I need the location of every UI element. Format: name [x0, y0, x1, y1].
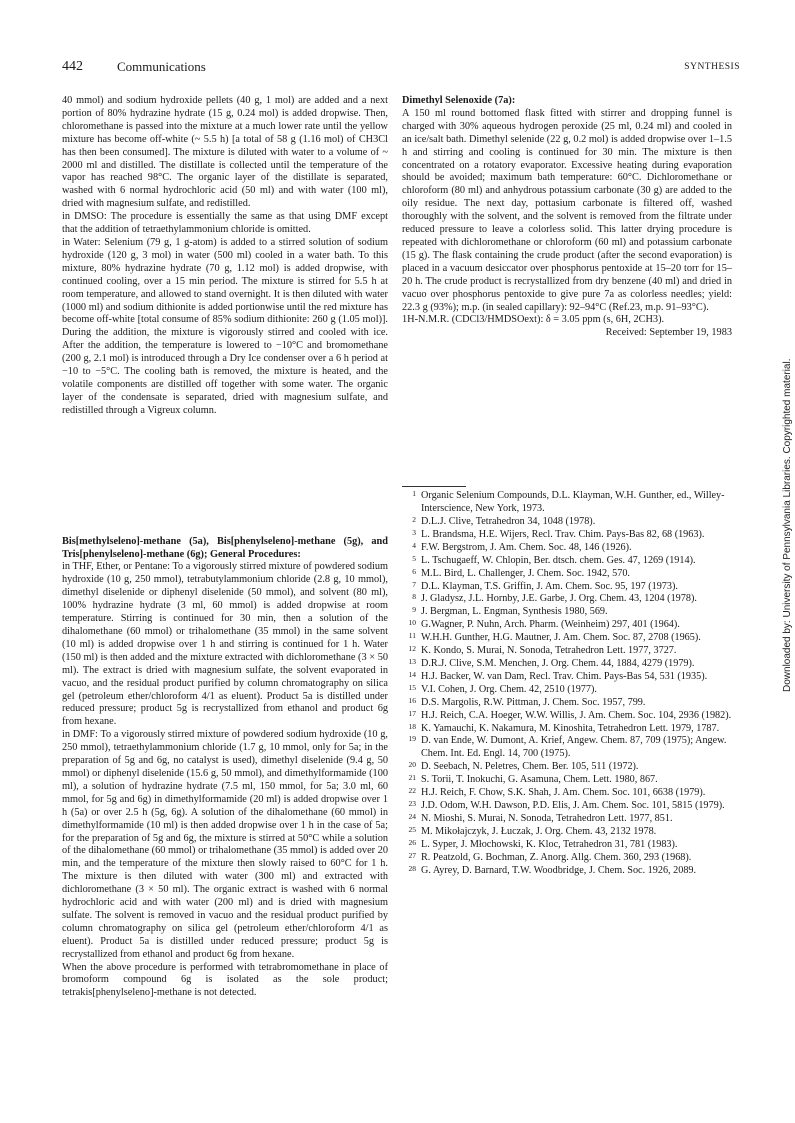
- paragraph: in THF, Ether, or Pentane: To a vigorously stirred mixture of powdered sodium hydroxide (10 g, 250 mmol), tetrabutylammonium chloride (2.8 g, 10 mmol), dimethyl diselenide or diphenyl diselenide (50 mmol), and solvent (80 ml), 100% hydrazine hydrate (3 ml, 60 mmol) is added dropwise at room temperature. Stirring is continued for 30 min, then a solution of the dihalomethane (60 mmol) or trihalomethane (35 mmol) in the same solvent (10 ml) is added dropwise over 1 h and stirring is continued for 1 h. Water (150 ml) is then added and the mixture extracted with dichloromethane (3 × 50 ml). The extract is dried with magnesium sulfate, the solvent evaporated in vacuo, and the residual product purified by column chromatography on silica gel (petroleum ether/chloroform 4/1 as eluent). Product 5a is distilled under reduced pressure; product 5g is recrystallized from ethanol and product 6g from hexane.: [62, 561, 388, 728]
- reference-text: Organic Selenium Compounds, D.L. Klayman, W.H. Gunther, ed., Willey-Interscience, New York, 1973.: [421, 490, 725, 515]
- reference-item: [402, 568, 732, 581]
- reference-text: J.D. Odom, W.H. Dawson, P.D. Elis, J. Am. Chem. Soc. 101, 5815 (1979).: [421, 799, 725, 811]
- reference-item: [402, 645, 732, 658]
- journal-name: SYNTHESIS: [684, 62, 740, 72]
- left-column: [62, 95, 388, 1000]
- reference-item: [402, 606, 732, 619]
- paragraph: in DMSO: The procedure is essentially the same as that using DMF except that the addition of tetraethylammonium chloride is omitted.: [62, 211, 388, 236]
- reference-number: 18: [408, 721, 416, 731]
- reference-item: [402, 839, 732, 852]
- reference-number: 26: [408, 837, 416, 847]
- page-number: 442: [62, 59, 83, 74]
- reference-item: [402, 697, 732, 710]
- reference-item: [402, 761, 732, 774]
- reference-number: 22: [408, 786, 416, 796]
- reference-number: 23: [408, 798, 416, 808]
- reference-number: 21: [408, 773, 416, 783]
- reference-text: G. Ayrey, D. Barnard, T.W. Woodbridge, J. Chem. Soc. 1926, 2089.: [421, 864, 697, 876]
- paragraph: When the above procedure is performed with tetrabromomethane in place of bromoform compound 6g is isolated as the sole product; tetrakis[phenylseleno]-methane is not detected.: [62, 961, 388, 999]
- reference-item: [402, 619, 732, 632]
- reference-text: W.H.H. Gunther, H.G. Mautner, J. Am. Chem. Soc. 87, 2708 (1965).: [421, 632, 701, 644]
- reference-item: [402, 735, 732, 761]
- reference-number: 11: [408, 631, 416, 641]
- running-head: Communications: [117, 59, 206, 74]
- reference-number: 19: [408, 734, 416, 744]
- reference-number: 2: [412, 515, 416, 525]
- paragraph: 40 mmol) and sodium hydroxide pellets (40 g, 1 mol) are added and a next portion of 80% hydrazine hydrate (15 g, 0.24 mol) is added dropwise. Then, chloromethane is passed into the mixture at a much lower rate until the yellow mixture has become off-white (~ 5.5 h) [a total of 58 g (1.16 mol) of CH3Cl has then been consumed]. The mixture is diluted with water to a volume of ~ 2000 ml and distilled. The distillate is collected until the temperature of the vapor has reached 98°C. The organic layer of the distillate is separated, washed with 6 normal hydrochloric acid (50 ml) and with water (100 ml), dried with magnesium sulfate, and redistilled.: [62, 95, 388, 210]
- reference-text: K. Yamauchi, K. Nakamura, M. Kinoshita, Tetrahedron Lett. 1979, 1787.: [421, 722, 720, 734]
- received-date: Received: September 19, 1983: [605, 327, 732, 339]
- reference-text: F.W. Bergstrom, J. Am. Chem. Soc. 48, 146 (1926).: [421, 541, 632, 553]
- reference-text: H.J. Backer, W. van Dam, Recl. Trav. Chim. Pays-Bas 54, 531 (1935).: [421, 670, 708, 682]
- reference-text: L. Syper, J. Młochowski, K. Kloc, Tetrahedron 31, 781 (1983).: [421, 838, 678, 850]
- reference-item: [402, 684, 732, 697]
- reference-item: [402, 490, 732, 516]
- paragraph: A 150 ml round bottomed flask fitted with stirrer and dropping funnel is charged with 30% aqueous hydrogen peroxide (25 ml, 0.24 ml) and cooled in an ice/salt bath. Dimethyl selenide (22 g, 0.2 mol) is added dropwise over 1–1.5 h and stirring and cooling is continued for 30 min. The mixture is then concentrated on a rotatory evaporator. Excessive heating during evaporation should be avoided; maximum bath temperature: 60°C. Dichloromethane or chloroform (80 ml) and anhydrous potassium carbonate (30 g) are added to the oily residue. The next day, pottasium carbonate is filtered off, washed thoroughly with the solvent, and the solvent is removed from the filtrate under reduced pressure to leave a colorless solid. This latter drying procedure is repeated with dichloromethane or chloroform (60 ml) and potassium carbonate (15 g). The flask containing the crude product (after the second evaporation) is placed in a vacuum desiccator over phosphorus pentoxide at 15–20 torr for 15–20 h. The crude product is recrystallized from dry benzene (40 ml) and dried in vacuo over phosphorus pentoxide to give pure 7a as colorless needles; yield: 22.3 g (93%); m.p. (in sealed capillary): 92–94°C (Ref.23, m.p. 91–93°C).: [402, 107, 732, 313]
- reference-number: 27: [408, 850, 416, 860]
- reference-item: [402, 658, 732, 671]
- reference-number: 24: [408, 811, 416, 821]
- reference-number: 3: [412, 527, 416, 537]
- reference-item: [402, 710, 732, 723]
- nmr-data: 1H-N.M.R. (CDCl3/HMDSOext): δ = 3.05 ppm (s, 6H, 2CH3).: [402, 314, 665, 326]
- reference-text: G.Wagner, P. Nuhn, Arch. Pharm. (Weinheim) 297, 401 (1964).: [421, 619, 680, 631]
- reference-text: K. Kondo, S. Murai, N. Sonoda, Tetrahedron Lett. 1977, 3727.: [421, 645, 677, 657]
- reference-text: L. Brandsma, H.E. Wijers, Recl. Trav. Chim. Pays-Bas 82, 68 (1963).: [421, 528, 705, 540]
- reference-number: 8: [412, 592, 416, 602]
- paragraph: in Water: Selenium (79 g, 1 g-atom) is added to a stirred solution of sodium hydroxide (120 g, 3 mol) in water (500 ml) cooled in a water bath. To this mixture, 80% hydrazine hydrate (70 g, 1.12 mol) is added dropwise, with continued cooling, over a 15 min period. The mixture is stirred for 5.5 h at room temperature, and allowed to stand overnight. It is then diluted with water (1000 ml) and sodium dithionite is added portionwise until the red mixture has become off-white [total consume of 85% sodium dithionite: 260 g (1.05 mol)]. During the addition, the mixture is vigorously stirred and cooled with ice. After the addition, the temperature is lowered to −10°C and bromomethane (200 g, 2.1 mol) is introduced through a Dry Ice condenser over a 6 h period at −10 to −5°C. The cooling bath is removed, the mixture is heated, and the volatile components are distilled off together with some water. The organic layer of the condensate is separated, dried with magnesium sulfate, and redistilled through a Vigreux column.: [62, 236, 388, 416]
- reference-item: [402, 529, 732, 542]
- paragraph: in DMF: To a vigorously stirred mixture of powdered sodium hydroxide (10 g, 250 mmol), tetraethylammonium chloride (1.7 g, 10 mmol, only for 5a; in the preparation of 5g and 6g, no catalyst is used), dimethyl diselenide (9.4 g, 50 mmol) or diphenyl diselenide (15.6 g, 50 mmol), and dimethylformamide (100 ml), a solution of hydrazine hydrate (7.5 ml, 150 mmol, for 5a; 3.0 ml, 60 mmol, for 5g and 6g) in dimethylformamide (20 ml) is added dropwise over 1 h (5a) or over 2.5 h (5g, 6g). A solution of the dihalomethane (60 mmol) in dimethylformamide (10 ml) is then added dropwise over 1 h in the case of 5a; for the preparation of 5g and 6g, the mixture is stirred at 50°C while a solution of the dihalomethane (60 mmol) or trihalomethane (35 mmol) is added over 20 min, and the temperature of the mixture then slowly raised to 60°C for 1 h. The mixture is then diluted with water (300 ml) and extracted with dichloromethane (3 × 50 ml). The organic extract is washed with 6 normal hydrochloric acid and with water (200 ml) and is dried with magnesium sulfate. The solvent is removed in vacuo and the residual product purified by column chromatography on silica gel (petroleum ether/chloroform 4/1 as eluent). Product 5a is distilled under reduced pressure; product 5g is recrystallized from ethanol and product 6g from hexane.: [62, 729, 388, 960]
- reference-text: D. van Ende, W. Dumont, A. Krief, Angew. Chem. 87, 709 (1975); Angew. Chem. Int. Ed. Engl. 14, 700 (1975).: [421, 735, 727, 760]
- section-heading: Dimethyl Selenoxide (7a):: [402, 95, 516, 106]
- reference-item: [402, 516, 732, 529]
- reference-item: [402, 555, 732, 568]
- section-heading: Bis[methylseleno]-methane (5a), Bis[phenylseleno]-methane (5g), and Tris[phenylseleno]-methane (6g); General Procedures:: [62, 535, 388, 560]
- reference-text: L. Tschugaeff, W. Chlopin, Ber. dtsch. chem. Ges. 47, 1269 (1914).: [421, 554, 696, 566]
- reference-item: [402, 581, 732, 594]
- reference-number: 17: [408, 708, 416, 718]
- reference-text: D.L. Klayman, T.S. Griffin, J. Am. Chem. Soc. 95, 197 (1973).: [421, 580, 678, 592]
- reference-text: D.R.J. Clive, S.M. Menchen, J. Org. Chem. 44, 1884, 4279 (1979).: [421, 658, 695, 669]
- reference-text: H.J. Reich, C.A. Hoeger, W.W. Willis, J. Am. Chem. Soc. 104, 2936 (1982).: [421, 709, 732, 721]
- reference-text: M. Mikołajczyk, J. Łuczak, J. Org. Chem. 43, 2132 1978.: [421, 825, 657, 837]
- reference-item: [402, 723, 732, 736]
- reference-number: 14: [408, 669, 416, 679]
- reference-number: 20: [408, 760, 416, 770]
- reference-number: 12: [408, 644, 416, 654]
- reference-item: [402, 852, 732, 865]
- reference-text: R. Peatzold, G. Bochman, Z. Anorg. Allg. Chem. 360, 293 (1968).: [421, 851, 692, 863]
- reference-text: D.L.J. Clive, Tetrahedron 34, 1048 (1978).: [421, 516, 596, 528]
- reference-text: D.S. Margolis, R.W. Pittman, J. Chem. Soc. 1957, 799.: [421, 696, 646, 708]
- reference-item: [402, 671, 732, 684]
- reference-text: D. Seebach, N. Peletres, Chem. Ber. 105, 511 (1972).: [421, 761, 639, 773]
- download-watermark: Downloaded by: University of Pennsylvania Libraries. Copyrighted material.: [782, 358, 793, 692]
- reference-item: [402, 826, 732, 839]
- reference-item: [402, 774, 732, 787]
- reference-item: [402, 813, 732, 826]
- reference-text: H.J. Reich, F. Chow, S.K. Shah, J. Am. Chem. Soc. 101, 6638 (1979).: [421, 787, 706, 799]
- reference-number: 9: [412, 605, 416, 615]
- reference-item: [402, 865, 732, 878]
- reference-item: [402, 542, 732, 555]
- reference-divider: [402, 486, 466, 487]
- reference-text: V.I. Cohen, J. Org. Chem. 42, 2510 (1977).: [421, 683, 597, 695]
- reference-text: J. Gladysz, J.L. Hornby, J.E. Garbe, J. Org. Chem. 43, 1204 (1978).: [421, 593, 697, 605]
- reference-number: 10: [408, 618, 416, 628]
- reference-number: 5: [412, 553, 416, 563]
- reference-number: 1: [412, 489, 416, 499]
- reference-number: 28: [408, 863, 416, 873]
- reference-text: S. Torii, T. Inokuchi, G. Asamuna, Chem. Lett. 1980, 867.: [421, 774, 658, 786]
- reference-number: 15: [408, 682, 416, 692]
- reference-list: [402, 490, 732, 877]
- reference-number: 7: [412, 579, 416, 589]
- reference-number: 25: [408, 824, 416, 834]
- right-column: [402, 95, 732, 877]
- reference-item: [402, 800, 732, 813]
- reference-item: [402, 593, 732, 606]
- reference-text: J. Bergman, L. Engman, Synthesis 1980, 569.: [421, 606, 608, 618]
- reference-text: M.L. Bird, L. Challenger, J. Chem. Soc. 1942, 570.: [421, 567, 630, 579]
- reference-number: 4: [412, 540, 416, 550]
- reference-number: 6: [412, 566, 416, 576]
- reference-text: N. Mioshi, S. Murai, N. Sonoda, Tetrahedron Lett. 1977, 851.: [421, 812, 673, 824]
- reference-number: 13: [408, 657, 416, 666]
- reference-item: [402, 787, 732, 800]
- reference-number: 16: [408, 695, 416, 705]
- reference-item: [402, 632, 732, 645]
